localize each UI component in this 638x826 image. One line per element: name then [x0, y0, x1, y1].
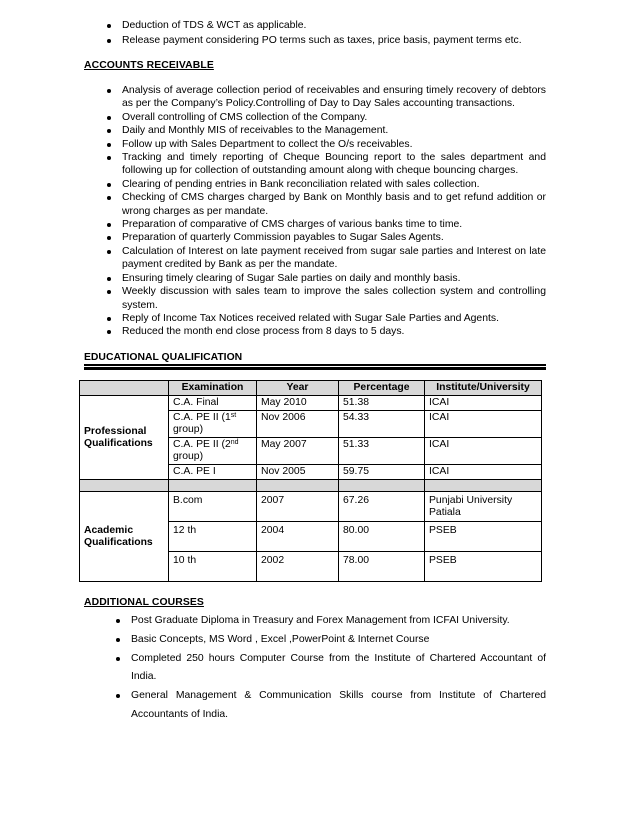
- list-item: Tracking and timely reporting of Cheque Bouncing report to the sales department and following up for collection of outstanding amount along with cheque bouncing charges.: [122, 152, 546, 177]
- list-item: Preparation of quarterly Commission payables to Sugar Sales Agents.: [122, 231, 546, 244]
- list-item: Reduced the month end close process from 8 days to 5 days.: [122, 325, 546, 338]
- list-item: Weekly discussion with sales team to improve the sales collection system and controlling system.: [122, 286, 546, 311]
- education-table: [79, 380, 542, 582]
- column-header: Institute/University: [425, 381, 542, 396]
- table-row: Academic Qualifications B.com 2007 67.26 Punjabi University Patiala: [80, 492, 542, 522]
- top-bullet-list: [122, 19, 546, 48]
- list-item: Release payment considering PO terms such as taxes, price basis, payment terms etc.: [122, 34, 546, 47]
- list-item: Basic Concepts, MS Word , Excel ,PowerPoint & Internet Course: [131, 631, 546, 650]
- additional-courses-list: [131, 612, 546, 725]
- table-divider-row: [80, 480, 542, 492]
- column-header: Year: [257, 381, 339, 396]
- academic-label: Academic Qualifications: [80, 492, 169, 582]
- list-item: Completed 250 hours Computer Course from the Institute of Chartered Accountant of India.: [131, 650, 546, 688]
- list-item: Deduction of TDS & WCT as applicable.: [122, 19, 546, 32]
- table-row: Professional Qualifications C.A. Final May 2010 51.38 ICAI: [80, 396, 542, 411]
- list-item: Checking of CMS charges charged by Bank on Monthly basis and to get refund addition or wrong charges as per mandate.: [122, 192, 546, 217]
- list-item: Follow up with Sales Department to collect the O/s receivables.: [122, 138, 546, 151]
- list-item: General Management & Communication Skills course from Institute of Chartered Accountants of India.: [131, 687, 546, 725]
- table-row: 12 th 2004 80.00 PSEB: [80, 522, 542, 552]
- column-header: Examination: [169, 381, 257, 396]
- list-item: Reply of Income Tax Notices received related with Sugar Sale Parties and Agents.: [122, 312, 546, 325]
- list-item: Preparation of comparative of CMS charges of various banks time to time.: [122, 218, 546, 231]
- table-row: C.A. PE II (1st group) Nov 2006 54.33 ICAI: [80, 411, 542, 438]
- list-item: Ensuring timely clearing of Sugar Sale parties on daily and monthly basis.: [122, 272, 546, 285]
- professional-label: Professional Qualifications: [80, 396, 169, 480]
- education-heading: EDUCATIONAL QUALIFICATION: [84, 352, 243, 363]
- accounts-receivable-heading: ACCOUNTS RECEIVABLE: [84, 60, 214, 71]
- accounts-receivable-list: [122, 84, 546, 339]
- list-item: Post Graduate Diploma in Treasury and Forex Management from ICFAI University.: [131, 612, 546, 631]
- list-item: Calculation of Interest on late payment received from sugar sale parties and Interest on late payment credited by Bank as per the mandate.: [122, 245, 546, 271]
- column-header: Percentage: [339, 381, 425, 396]
- list-item: Daily and Monthly MIS of receivables to the Management.: [122, 124, 546, 137]
- table-row: 10 th 2002 78.00 PSEB: [80, 552, 542, 582]
- heading-rule-thick: [84, 367, 546, 370]
- table-row: C.A. PE I Nov 2005 59.75 ICAI: [80, 465, 542, 480]
- list-item: Clearing of pending entries in Bank reconciliation related with sales collection.: [122, 178, 546, 191]
- table-row: C.A. PE II (2nd group) May 2007 51.33 ICAI: [80, 438, 542, 465]
- list-item: Overall controlling of CMS collection of the Company.: [122, 111, 546, 124]
- heading-rule: [84, 364, 546, 366]
- list-item: Analysis of average collection period of receivables and ensuring timely recovery of debtors as per the Company’s Policy.Controlling of Day to Day Sales accounting transactions.: [122, 85, 546, 110]
- table-header-row: [80, 381, 542, 396]
- additional-courses-heading: ADDITIONAL COURSES: [84, 597, 204, 608]
